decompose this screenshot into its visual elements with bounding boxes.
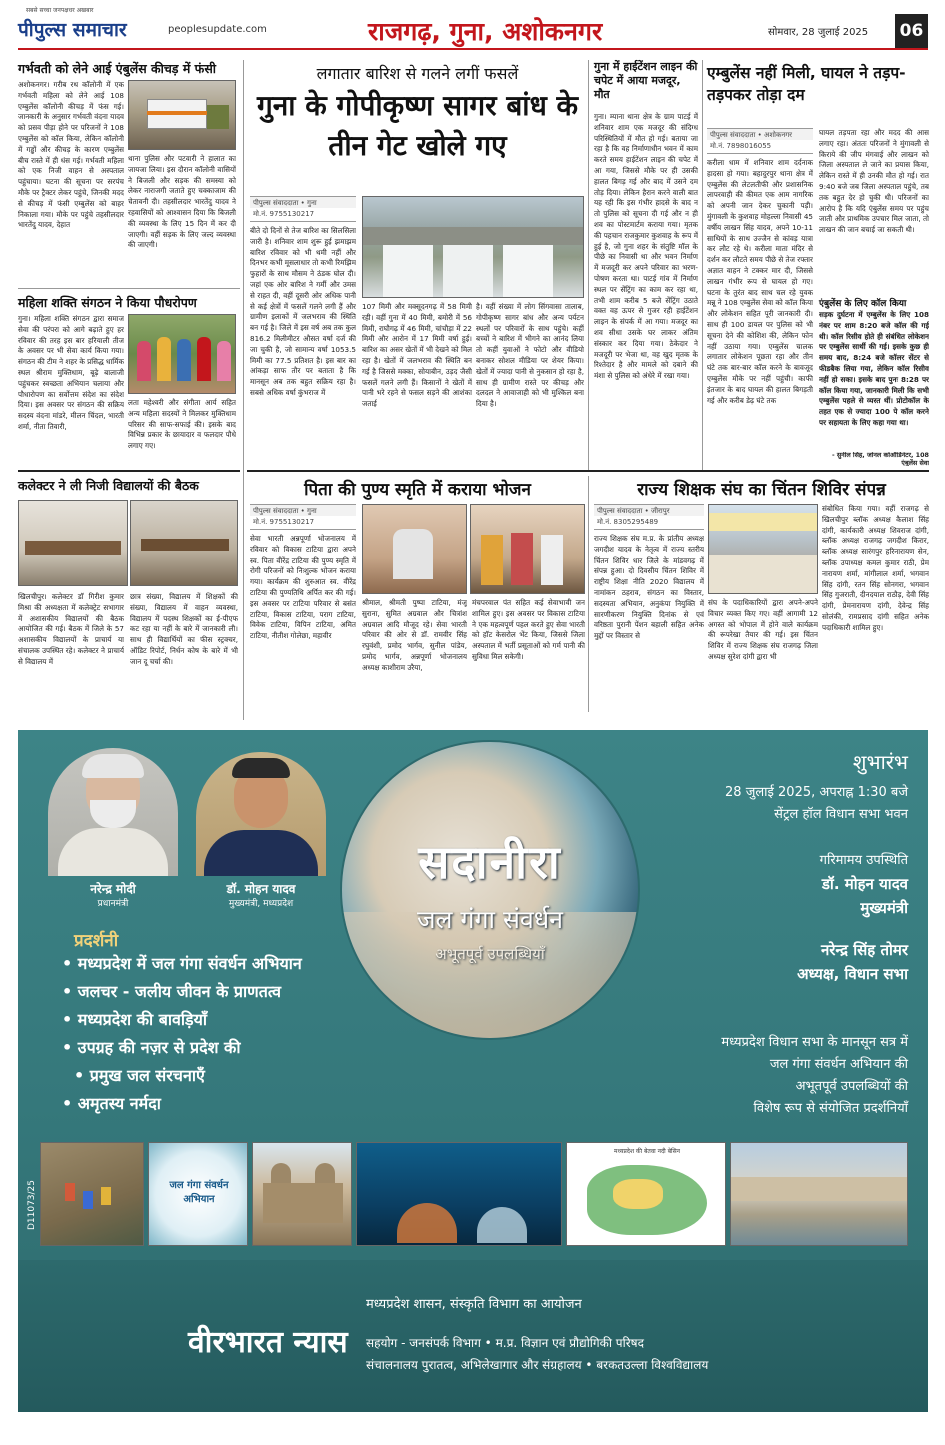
memorial-photo-2 xyxy=(470,504,585,594)
story-plantation-body: गुना। महिला शक्ति संगठन द्वारा समाज सेवा की परंपरा को आगे बढ़ाते हुए हर रविवार की तरह इस बार हरियाली तीज के अवसर पर भी सेवा कार्य किया गया। संगठन की टीम ने शहर के प्रसिद्ध धार्मिक स्थल श्रीराम मुक्तिधाम, बूढ़े बालाजी पहुंचकर स्वच्छता अभियान चलाया और पौधारोपण का सर्वोत्तम संदेश का संदेश दिया। इस अवसर पर संगठन की सक्रिय सदस्य वंदना मांडरे, मीलन चिंदल, भारती शर्मा, नीता तिवारी, xyxy=(18,314,124,431)
desc-line-4: विशेष रूप से संयोजित प्रदर्शनियाँ xyxy=(753,1101,908,1116)
story-teachers-body-3: संबोधित किया गया। वहीं राजगढ़ से खिलचीपुर ब्लॉक अध्यक्ष कैलाश सिंह दांगी, कार्यकारी अध्यक्ष शिवराज दांगी, ब्लॉक अध्यक्ष राजगढ़ जगदीश किरार, ब्लॉक अध्यक्ष सारंगपुर हरिनारायण सेन, ब्लॉक उपाध्यक्ष कमल कुमार राठी, प्रेम नारायण शर्मा, मांगीलाल शर्मा, भगवान सिंह दांगी, रतन सिंह सोनगरा, भगवान सिंह गुजराती, दीनदयाल राठौड़, देवी सिंह दांगी, प्रेमनारायण दांगी, देवेन्द्र सिंह सोलंकी, रामप्रसाद दांगी सहित अनेक पदाधिकारी शामिल हुए। xyxy=(822,504,929,632)
lead-body-col2: 107 मिमी और मक्सूदनगढ़ में 58 मिमी रही। वहीं गुना में 40 मिमी, बमोरी में 56 मिमी, राघौगढ़ में 46 मिमी, चांचौड़ा में 22 मिमी और आरोन में 17 मिमी वर्षा हुई। बारिश का असर खेतों में भी देखने को मिल रहा है। खेतों में जलभराव की स्थिति बन गई है जिससे मक्का, सोयाबीन, उड़द जैसी फसलें गलने लगी हैं। किसानों ने खेतों में पानी भरे रहने से फसल सड़ने की आशंका जताई xyxy=(362,302,472,409)
page-number: 06 xyxy=(895,14,928,48)
teachers-group-photo xyxy=(708,504,818,594)
story-memorial-body-3: मंचपरवाल पंत सहित कई सेवाभावी जन शामिल हुए। इस अवसर पर विकास टाटिया ने एक महत्वपूर्ण पहल करते हुए सेवा भारती को हॉट केसरोल भेंट किया, जिससे जिला अस्पताल में भर्ती प्रसूताओं को गर्म पानी की सुविधा मिल सकेगी। xyxy=(472,598,585,661)
brand-subtitle: जल गंगा संवर्धन xyxy=(416,905,564,934)
leader2-name: डॉ. मोहन यादव xyxy=(226,882,296,896)
story-collector-body-2: छात्र संख्या, विद्यालय में शिक्षकों की संख्या, विद्यालय में वाहन व्यवस्था, विद्यालय में पदस्थ शिक्षकों का ई-पीएफ कट रहा या नहीं के बारे में जानकारी ली। साथ ही विद्यार्थियों का फीस स्ट्रक्चर, ऑडिट रिपोर्ट, निर्धन कोष के बारे में भी जान दू चर्चा की। xyxy=(130,592,238,666)
exhibit-photo-aquatic-life xyxy=(356,1142,562,1246)
leader1-name: नरेन्द्र मोदी xyxy=(90,882,136,896)
exhibition-item: • मध्यप्रदेश की बावड़ियाँ xyxy=(62,1006,352,1034)
lead-byline: पीपुल्स संवाददाता • गुना xyxy=(250,196,356,211)
leader2-title: मुख्यमंत्री, मध्यप्रदेश xyxy=(228,899,294,909)
story-memorial-body-1: सेवा भारती अन्नपूर्णा भोजनालय में रविवार को विकास टाटिया द्वारा अपने स्व. पिता वीरेंद्र टाटिया की पुण्य स्मृति में रोगी परिजनों को निःशुल्क भोजन कराया गया। कार्यक्रम की शुरुआत स्व. वीरेंद्र टाटिया की पुण्यतिथि अर्पित कर की गई। इस अवसर पर टाटिया परिवार से बसंत टाटिया, विकास टाटिया, पराग टाटिया, विवेक टाटिया, विपिन टाटिया, अमित टाटिया, नीतीश गोलेछा, महावीर xyxy=(250,534,356,641)
leader2-portrait xyxy=(196,752,326,876)
newspaper-logo[interactable]: पीपुल्स समाचार xyxy=(18,19,127,41)
virbharat-logo: वीरभारत न्यास xyxy=(188,1325,348,1360)
story-teachers-headline: राज्य शिक्षक संघ का चिंतन शिविर संपन्न xyxy=(637,480,886,500)
story-ambulance-death-body-2: घायल तड़पता रहा और मदद की आस लगाए रहा। अंततः परिजनों ने मुंगावली से किराये की जीप मंगवाई और लाखन को जिला अस्पताल ले जाने का प्रयास किया, लेकिन रास्ते में ही उनकी मौत हो गई। रात 9:40 बजे जब जिला अस्पताल पहुंचे, तब तक बहुत देर हो चुकी थी। परिजनों का आरोप है कि यदि एंबुलेंस समय पर पहुंच जाती और प्राथमिक उपचार मिल जाता, तो लाखन की जान बचाई जा सकती थी। xyxy=(819,128,929,235)
story-collector-headline: कलेक्टर ने ली निजी विद्यालयों की बैठक xyxy=(18,478,199,493)
story-hightension-headline: गुना में हाईटेंशन लाइन की चपेट में आया मजदूर, मौत xyxy=(594,60,698,101)
story-collector-body: खिलचीपुर। कलेक्टर डॉ गिरीश कुमार मिश्रा की अध्यक्षता में कलेक्ट्रेट सभागार में अशासकीय विद्यालयों की बैठक आयोजित की गई। बैठक में जिले के 57 अशासकीय विद्यालयों के प्राचार्य या संचालक उपस्थित रहे। कलेक्टर ने प्राचार्य से विद्यालय में xyxy=(18,592,124,666)
guest1-title: मुख्यमंत्री xyxy=(860,899,908,917)
story-ambulance-body: अशोकनगर। गरीब रथ कॉलोनी में एक गर्भवती महिला को लेने आई 108 एम्बुलेंस कॉलोनी कीचड़ में फंस गई। जानकारी के अनुसार गर्भवती वंदना यादव को प्रसव पीड़ा होने पर परिजनों ने 108 एम्बुलेंस को कॉल किया, लेकिन कॉलोनी में गड्ढों और कीचड़ के कारण एम्बुलेंस बीच रास्ते में ही धंस गई। गर्भवती महिला को एक निजी वाहन से अस्पताल पहुंचाया। घटना की सूचना पर सरपंच मौके पर ट्रैक्टर लेकर पहुंचे, जिनकी मदद से कीचड़ में फंसी एम्बुलेंस को बाहर निकाला गया। मौके पर पहुंचे तहसीलदार भारतेंदु यादव, देहात xyxy=(18,80,124,230)
teachers-phone: मो.नं. 8305295489 xyxy=(594,516,704,530)
lead-kicker: लगातार बारिश से गलने लगीं फसलें xyxy=(316,64,519,83)
exhibition-label: प्रदर्शनी xyxy=(74,931,119,951)
desc-line-3: अभूतपूर्व उपलब्धियों की xyxy=(795,1079,908,1094)
brand-subtitle-2: अभूतपूर्व उपलब्धियाँ xyxy=(435,945,545,963)
launch-when: 28 जुलाई 2025, अपराह्न 1:30 बजे xyxy=(725,785,908,800)
region-title: राजगढ़, गुना, अशोकनगर xyxy=(368,17,603,46)
campaign-logo-text: जल गंगा संवर्धन अभियान xyxy=(169,1180,229,1205)
leader1-portrait xyxy=(48,748,178,876)
launch-label: शुभारंभ xyxy=(852,750,908,774)
column-rule xyxy=(588,60,589,470)
leader1-title: प्रधानमंत्री xyxy=(97,899,129,909)
story-ambulance-body-2: थाना पुलिस और पटवारी ने हालात का जायजा लिया। इस दौरान कॉलोनी वासियों ने बिजली और सड़क की समस्या को लेकर नाराजगी जताते हुए चक्काजाम की चेतावनी दी। तहसीलदार भारतेंदु यादव ने रहवासियों को आश्वासन दिया कि बिजली की व्यवस्था के लिए 15 दिन में कर दी जाएगी। वहीं सड़क के लिए जल्द व्यवस्था की जाएगी। xyxy=(128,154,236,250)
memorial-photo-1 xyxy=(362,504,467,594)
column-rule xyxy=(243,60,244,720)
story-plantation-headline: महिला शक्ति संगठन ने किया पौधरोपण xyxy=(18,295,197,310)
plantation-photo xyxy=(128,314,236,394)
exhibit-photo-narmada-ghat xyxy=(730,1142,908,1246)
masthead-tagline: सबसे सच्चा जनपक्षधर अखबार xyxy=(26,7,94,14)
story-plantation-body-2: लता महेश्वरी और संगीता आर्य सहित अन्य महिला सदस्यों ने मिलकर मुक्तिधाम परिसर की साफ-सफाई की। इसके बाद विभिन्न प्रकार के छायादार व फलदार पौधे लगाए गए। xyxy=(128,398,236,451)
exhibit-photo-stepwell xyxy=(252,1142,352,1246)
exhibition-item: • उपग्रह की नज़र से प्रदेश की xyxy=(62,1034,352,1062)
lead-headline: गुना के गोपीकृष्ण सागर बांध के तीन गेट खोले गए xyxy=(256,89,579,162)
story-ambulance-death-headline: एम्बुलेंस नहीं मिली, घायल ने तड़प-तड़पकर तोड़ा दम xyxy=(707,64,906,104)
exhibit-photo-map xyxy=(566,1142,726,1246)
issue-date: सोमवार, 28 जुलाई 2025 xyxy=(768,27,869,38)
exhibition-item: • प्रमुख जल संरचनाएँ xyxy=(62,1062,352,1090)
map-title: मध्यप्रदेश की बेतवा नदी बेसिन xyxy=(614,1148,680,1155)
exhibit-photo-rainwater xyxy=(40,1142,144,1246)
exhibition-item: • मध्यप्रदेश में जल गंगा संवर्धन अभियान xyxy=(62,950,352,978)
presence-label: गरिमामय उपस्थिति xyxy=(819,853,908,868)
masthead xyxy=(18,7,928,50)
desc-line-2: जल गंगा संवर्धन अभियान की xyxy=(769,1057,908,1072)
story-memorial-body-2: श्रीमाल, श्रीमती पुष्पा टाटिया, मंजू सुराना, सुमित अग्रवाल और चित्रांश अग्रवाल आदि मौजूद रहे। सेवा भारती परिवार की ओर से डॉ. रामवीर सिंह रघुवंशी, प्रमोद भार्गव, सुनील पांडेय, प्रमोद भार्गव, अन्नपूर्णा भोजनालय अध्यक्ष काशीराम उरैया, xyxy=(362,598,467,672)
sidebox-title: एंबुलेंस के लिए कॉल किया xyxy=(819,299,907,309)
brand-title: सदानीरा xyxy=(418,835,562,889)
story-ambulance-death-body: करीला धाम में शनिवार शाम दर्दनाक हादसा हो गया। बहादुरपुर थाना क्षेत्र में एम्बुलेंस की लेटलतीफी और प्रशासनिक लापरवाही की कीमत एक आम नागरिक को अपनी जान देकर चुकानी पड़ी। मुंगावली के कुशवाह मोहल्ला निवासी 45 वर्षीय लाखन सिंह यादव, अपने 10-11 साथियों के साथ उज्जैन से कांवड़ यात्रा कर लौट रहे थे। करीला माता मंदिर से दर्शन कर लौटते समय पीछे से तेज रफ्तार अज्ञात वाहन ने टक्कर मार दी, जिससे लाखन गंभीर रूप से घायल हो गए। घटना के तुरंत बाद साथ चल रहे युवक मन्नू ने 108 एम्बुलेंस सेवा को कॉल किया और लोकेशन सहित पूरी जानकारी दी। साथ ही 100 डायल पर पुलिस को भी सूचना देने की कोशिश की, लेकिन फोन नहीं उठाया गया। एम्बुलेंस चालक लगातार लोकेशन पूछता रहा और तीन घंटे तक बार-बार कॉल करने के बावजूद एम्बुलेंस मौके पर नहीं पहुंची। काफी इंतजार के बाद घायल की हालत बिगड़ती गई और करीब डेढ़ घंटे तक xyxy=(707,158,813,405)
lead-phone: मो.नं. 9755130217 xyxy=(250,208,356,222)
footer-line-1: मध्यप्रदेश शासन, संस्कृति विभाग का आयोजन xyxy=(366,1297,582,1312)
exhibit-photo-campaign-logo xyxy=(148,1142,248,1246)
sidebox-body: सड़क दुर्घटना में एम्बुलेंस के लिए 108 नंबर पर शाम 8:20 बजे कॉल की गई थी। कॉल रिसीव होते ही संबंधित लोकेशन पर एम्बुलेंस सार्थी की गई। इसके कुछ ही समय बाद, 8:24 बजे कॉलर सेंटर से फीडबैक लिया गया, लेकिन कॉल रिसीव नहीं हो सका। इसके बाद पुनः 8:28 पर कॉल किया गया, जानकारी मिली कि सभी एम्बुलेंस पहले से व्यस्त थीं। प्रोटोकॉल के तहत एक से ज्यादा 100 पे कॉल करने पर सहायता के लिए कहा गया था। xyxy=(819,310,929,427)
lead-body-col1: बीते दो दिनों से तेज बारिश का सिलसिला जारी है। शनिवार शाम शुरू हुई झमाझम बारिश रविवार को भी थमी नहीं और दिनभर कभी मूसलाधार तो कभी रिमझिम फुहारों के साथ मौसम ने ठंडक घोल दी। जहां एक ओर बारिश ने गर्मी और उमस से राहत दी, वहीं दूसरी ओर अधिक पानी से कई क्षेत्रों में फसलें गलने लगी हैं और ग्रामीण इलाकों में जलभराव की स्थिति बन गई है। जिले में इस वर्ष अब तक कुल 816.2 मिलीमीटर औसत वर्षा दर्ज की जा चुकी है, जो सामान्य वर्षा 1053.5 मिमी का 77.5 प्रतिशत है। इस बार का आंकड़ा साफ तौर पर बताता है कि मानसून अब तक बहुत सक्रिय रहा है। सबसे अधिक वर्षा कुंभराज में xyxy=(250,226,356,397)
story-hightension-body: गुना। म्याना थाना क्षेत्र के ग्राम पाटई में शनिवार शाम एक मजदूर की संदिग्ध परिस्थितियों में मौत हो गई। बताया जा रहा है कि वह निर्माणाधीन भवन में काम करते समय हाईटेंशन लाइन की चपेट में आ गया, जिससे मौके पर ही उसकी हालत बिगड़ गई और बाद में उसने दम तोड़ दिया। लेकिन हैरान करने वाली बात यह रही कि इस गंभीर हादसे के बाद न तो पुलिस को सूचना दी गई और न ही शव का पोस्टमार्टम कराया गया। मृतक की पहचान राजकुमार कुशवाह के रूप में हुई है, जो गुना शहर के संतुष्टि मॉल के पीछे का निवासी था और भवन निर्माण में मजदूरी कर अपने परिवार का भरण-पोषण करता था। पाटई गांव में निर्माण स्थल पर सेंट्रिंग का काम कर रहा था, तभी शाम करीब 5 बजे सेंट्रिंग उठाते वक्त वह ऊपर से गुजर रही हाईटेंशन लाइन के संपर्क में आ गया। मजदूर का शव सीधा उसके घर लाकर अंतिम संस्कार कर दिया गया। ठेकेदार ने मजदूरी पर भेजा था, वह खुद मृतक के रिश्तेदार है और मामले को दबाने की मंशा से पुलिस को अंधेरे में रखा गया। xyxy=(594,112,698,381)
ambulance-death-phone: मो.नं. 7898016055 xyxy=(707,140,813,154)
desc-line-1: मध्यप्रदेश विधान सभा के मानसून सत्र में xyxy=(721,1035,908,1050)
lead-body-col3: है। वहीं संख्या में लोग सिंगवासा तालाब, गोपीकृष्ण सागर बांध और अन्य पर्यटन स्थलों पर परिवारों के साथ पहुंचे। कहीं बच्चों ने बारिश में भीगने का आनंद लिया तो कहीं युवाओं ने फोटो और वीडियो बनाकर सोशल मीडिया पर शेयर किया। खेतों में ज्यादा पानी से नुकसान हो रहा है, साथ ही ग्रामीण रास्ते पर कीचड़ और दलदल ने आवाजाही को भी मुश्किल बना दिया है। xyxy=(476,302,584,409)
story-teachers-body-1: राज्य शिक्षक संघ म.प्र. के प्रांतीय अध्यक्ष जगदीश यादव के नेतृत्व में राज्य स्तरीय चिंतन शिविर धार जिले के मांडवगढ़ में संपन्न हुआ। दो दिवसीय चिंतन शिविर में राष्ट्रीय शिक्षा नीति 2020 विद्यालय में नामांकन ठहराव, संगठन का विस्तार, सदस्यता अभियान, अनुकंपा नियुक्ति में सारणीकरण नियुक्ति दिनांक से एवं वरिष्ठता पुरानी पेंशन बहाली सहित अनेक मुद्दों पर विस्तार से xyxy=(594,534,704,641)
divider xyxy=(247,470,929,472)
sidebox-signature: - सुनील सिंह, जोनल कोऑर्डिनेटर, 108 एंबुलेंस सेवा xyxy=(831,452,929,466)
advertisement-sadanira[interactable] xyxy=(18,730,928,1412)
exhibition-item: • अमृतस्य नर्मदा xyxy=(62,1090,352,1118)
ambulance-photo xyxy=(128,80,236,150)
collector-meeting-photo-2 xyxy=(130,500,238,586)
column-rule xyxy=(702,60,703,470)
divider xyxy=(18,288,240,289)
website-link[interactable]: peoplesupdate.com xyxy=(168,24,267,35)
footer-line-2: सहयोग - जनसंपर्क विभाग • म.प्र. विज्ञान एवं प्रौद्योगिकी परिषद xyxy=(366,1336,644,1350)
footer-line-3: संचालनालय पुरातत्व, अभिलेखागार और संग्रहालय • बरकतउल्ला विश्वविद्यालय xyxy=(366,1358,709,1372)
teachers-byline: पीपुल्स संवाददाता • जीरापुर xyxy=(594,504,704,519)
story-teachers-body-2: संघ के पदाधिकारियों द्वारा अपने-अपने विचार व्यक्त किए गए। वहीं आगामी 12 अगस्त को भोपाल में होने वाले कार्यक्रम की रूपरेखा तैयार की गई। इस चिंतन शिविर में राज्य शिक्षक संघ राजगढ़ जिला अध्यक्ष सुरेश दांगी द्वारा भी xyxy=(708,598,818,661)
divider xyxy=(18,470,240,472)
launch-where: सेंट्रल हॉल विधान सभा भवन xyxy=(774,807,908,822)
column-rule xyxy=(588,476,589,712)
collector-meeting-photo-1 xyxy=(18,500,128,586)
guest1-name: डॉ. मोहन यादव xyxy=(821,875,908,893)
exhibition-list xyxy=(62,950,352,1118)
story-ambulance-headline: गर्भवती को लेने आई एंबुलेंस कीचड़ में फंसी xyxy=(18,61,217,76)
ad-code: D11073/25 xyxy=(27,1179,37,1231)
ambulance-death-byline: पीपुल्स संवाददाता • अशोकनगर xyxy=(707,128,813,143)
memorial-phone: मो.नं. 9755130217 xyxy=(250,516,356,530)
exhibition-item: • जलचर - जलीय जीवन के प्राणतत्व xyxy=(62,978,352,1006)
story-memorial-headline: पिता की पुण्य स्मृति में कराया भोजन xyxy=(304,480,531,500)
dam-gates-photo xyxy=(362,196,584,298)
memorial-byline: पीपुल्स संवाददाता • गुना xyxy=(250,504,356,519)
guest2-title: अध्यक्ष, विधान सभा xyxy=(797,965,908,983)
guest2-name: नरेन्द्र सिंह तोमर xyxy=(820,941,908,959)
